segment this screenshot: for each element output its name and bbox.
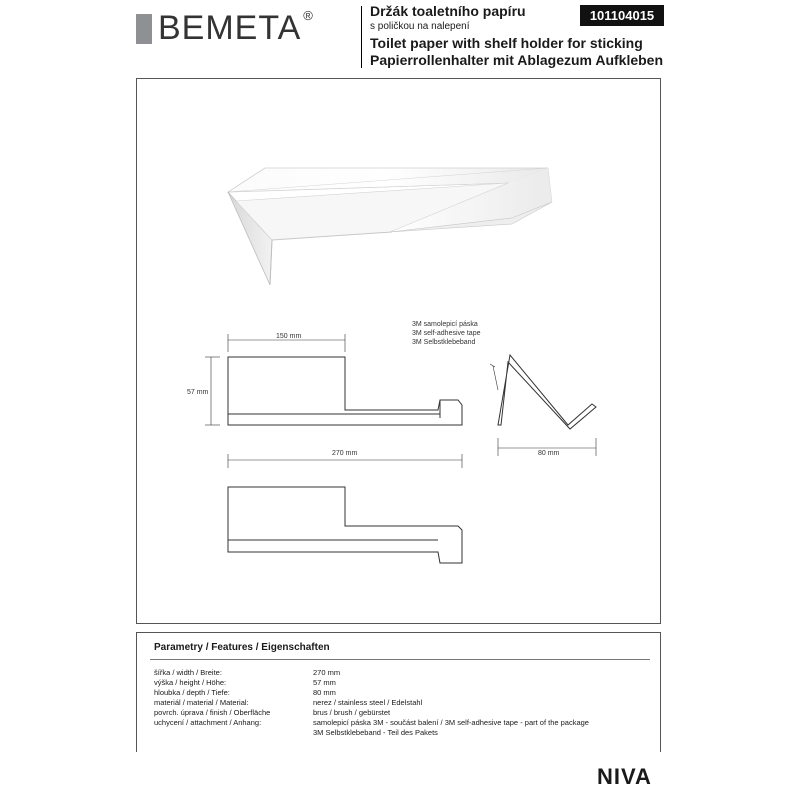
tape-label-de: 3M Selbstklebeband	[412, 339, 476, 346]
features-row	[154, 678, 589, 688]
feature-label: výška / height / Höhe:	[154, 678, 227, 687]
feature-label: povrch. úprava / finish / Oberfläche	[154, 708, 271, 717]
registered-mark: ®	[303, 8, 313, 23]
title-german: Papierrollenhalter mit Ablagezum Aufkleben	[370, 52, 664, 68]
features-row	[154, 718, 589, 728]
tape-label-en: 3M self-adhesive tape	[412, 330, 481, 337]
features-row	[154, 668, 589, 678]
product-code-badge: 101104015	[580, 5, 664, 26]
top-view	[228, 487, 462, 563]
features-row	[154, 708, 589, 718]
feature-value: nerez / stainless steel / Edelstahl	[313, 698, 423, 707]
feature-value: brus / brush / gebürstet	[313, 708, 391, 717]
side-view	[490, 355, 596, 456]
feature-value: 57 mm	[313, 678, 336, 687]
feature-value: 270 mm	[313, 668, 341, 677]
feature-label: hloubka / depth / Tiefe:	[154, 688, 230, 697]
feature-value: 3M Selbstklebeband - Teil des Pakets	[313, 728, 438, 737]
features-row	[154, 728, 589, 738]
feature-label: uchycení / attachment / Anhang:	[154, 718, 262, 727]
dimension-height: 57 mm	[187, 389, 209, 396]
subtitle-czech: s poličkou na nalepení	[370, 21, 470, 32]
feature-value: 80 mm	[313, 688, 336, 697]
features-row	[154, 698, 589, 708]
feature-label	[154, 728, 313, 738]
dimension-width-top: 150 mm	[276, 333, 302, 340]
feature-value: samolepicí páska 3M - součást balení / 3M self-adhesive tape - part of the package	[313, 718, 589, 727]
feature-label: materiál / material / Material:	[154, 698, 249, 707]
front-view	[205, 334, 462, 425]
model-name: NIVA	[597, 764, 652, 789]
product-image	[228, 168, 552, 285]
logo-text: BEMETA	[158, 9, 302, 47]
feature-label: šířka / width / Breite:	[154, 668, 222, 677]
tape-label-cz: 3M samolepicí páska	[412, 321, 478, 328]
features-row	[154, 688, 589, 698]
title-english: Toilet paper with shelf holder for sticking	[370, 35, 643, 51]
title-czech: Držák toaletního papíru	[370, 3, 526, 19]
features-table	[154, 668, 589, 738]
features-title: Parametry / Features / Eigenschaften	[154, 642, 330, 653]
dimension-depth: 80 mm	[538, 450, 560, 457]
features-divider	[150, 659, 650, 660]
dimension-width-total: 270 mm	[332, 450, 358, 457]
